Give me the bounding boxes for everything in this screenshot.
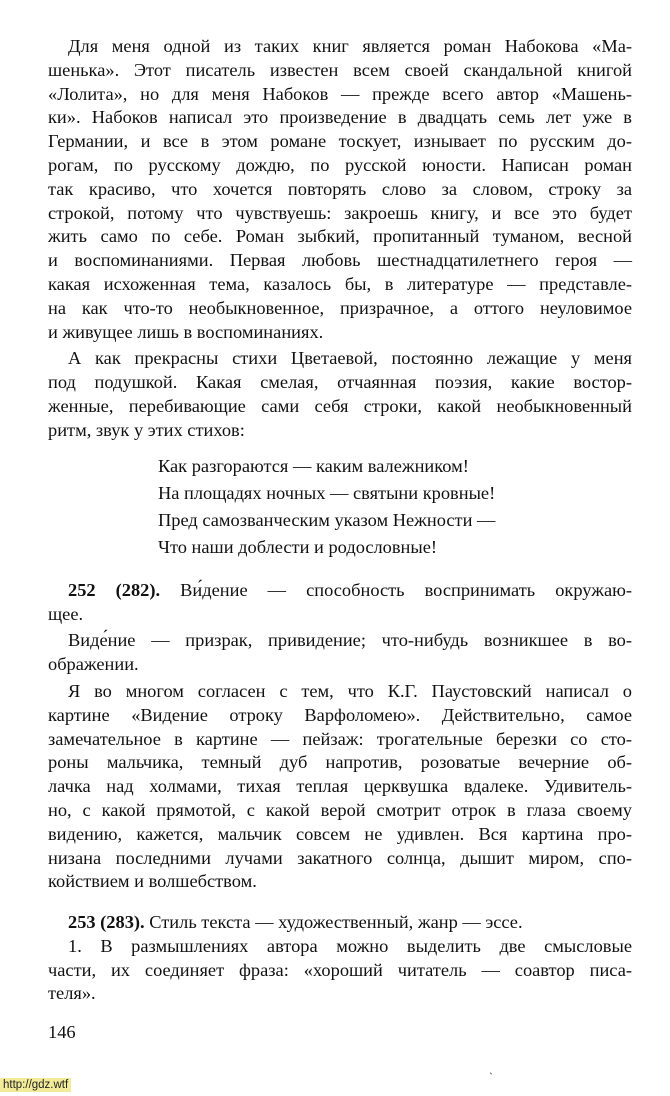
text-line: и живущее лишь в воспоминаниях. bbox=[48, 321, 324, 342]
text-line: рогам, по русскому дождю, по русской юности. Написан роман bbox=[48, 154, 632, 175]
task-number: 253 (283). bbox=[68, 912, 145, 933]
text-line: Для меня одной из таких книг является роман Набокова «Ма- bbox=[68, 36, 632, 56]
task-253-body bbox=[48, 935, 632, 1006]
text-line: на как что-то необыкновенное, призрачное, а оттого неуловимое bbox=[48, 297, 632, 318]
watermark-link[interactable]: http://gdz.wtf bbox=[0, 1078, 71, 1092]
text-line: шенька». Этот писатель известен всем своей скандальной книгой bbox=[48, 59, 632, 80]
poem-line: Как разгораются — каким валежником! bbox=[158, 455, 469, 476]
text-line: ки». Набоков написал это произведение в двадцать семь лет уже в bbox=[48, 107, 632, 128]
text-line: А как прекрасны стихи Цветаевой, постоянно лежащие у меня bbox=[68, 348, 632, 369]
text-line: теля». bbox=[48, 983, 96, 1004]
text-line: Я во многом согласен с тем, что К.Г. Паустовский написал о bbox=[68, 680, 632, 701]
text-line: но, с какой прямотой, с какой верой смотрит отрок в глаза своему bbox=[48, 799, 632, 820]
text-line: женные, перебивающие сами себя строки, какой необыкновенный bbox=[48, 395, 632, 416]
text-line: низана последними лучами закатного солнца, дышит миром, спо- bbox=[48, 847, 632, 868]
text-line: под подушкой. Какая смелая, отчаянная поэзия, какие востор- bbox=[48, 372, 632, 393]
text-line: 1. В размышлениях автора можно выделить две смысловые bbox=[68, 935, 632, 956]
poem-line: Что наши доблести и родословные! bbox=[158, 537, 438, 558]
page-number: 146 bbox=[48, 1022, 76, 1043]
task-253-heading-line bbox=[48, 911, 632, 935]
document-page bbox=[48, 35, 632, 1044]
poem-line: Пред самозванческим указом Нежности — bbox=[158, 510, 496, 531]
paragraph bbox=[48, 347, 632, 442]
text-line: Германии, и все в этом романе тоскует, изнывает по русским до- bbox=[48, 131, 632, 152]
poem-line: На площадях ночных — святыни кровные! bbox=[158, 482, 496, 503]
poem-quote bbox=[48, 453, 632, 562]
task-252-body bbox=[48, 680, 632, 894]
text-line: роны мальчика, темный дуб напротив, розоватые вечерние об- bbox=[48, 752, 632, 773]
definition-text: Виде́ние — призрак, привидение; что-нибудь возникшее в во- bbox=[68, 630, 632, 651]
task-252-heading-line bbox=[48, 579, 632, 603]
task-number: 252 (282). bbox=[68, 579, 161, 600]
text-line: видению, кажется, мальчик совсем не удивлен. Вся картина про- bbox=[48, 823, 632, 844]
text-line: картине «Видение отроку Варфоломею». Действительно, самое bbox=[48, 704, 632, 725]
text-line: койствием и волшебством. bbox=[48, 871, 257, 892]
style-text: Стиль текста — художественный, жанр — эссе. bbox=[149, 912, 523, 933]
text-line: части, их соединяет фраза: «хороший читатель — соавтор писа- bbox=[48, 959, 632, 980]
task-252 bbox=[48, 579, 632, 894]
scan-speck: ˋ bbox=[489, 1070, 493, 1084]
text-line: какая исхоженная тема, казалось бы, в литературе — представле- bbox=[48, 273, 632, 294]
text-line: ритм, звук у этих стихов: bbox=[48, 419, 245, 440]
text-line: замечательное в картине — пейзаж: трогательные березки со сто- bbox=[48, 728, 632, 749]
task-253 bbox=[48, 911, 632, 1006]
definition-text: ображении. bbox=[48, 654, 139, 675]
paragraph bbox=[48, 35, 632, 344]
definition-text: Ви́дение — способность воспринимать окружаю- bbox=[180, 579, 632, 600]
text-line: лачка над холмами, тихая теплая церквушка вдалеке. Удивитель- bbox=[48, 776, 632, 797]
text-line: так красиво, что хочется повторять слово за словом, строку за bbox=[48, 178, 632, 199]
text-line: «Лолита», но для меня Набоков — прежде всего автор «Машень- bbox=[48, 83, 632, 104]
text-line: жить само по себе. Роман зыбкий, пропитанный туманом, весной bbox=[48, 226, 632, 247]
text-line: строкой, потому что чувствуешь: закроешь книгу, и все это будет bbox=[48, 202, 632, 223]
text-line: и воспоминаниями. Первая любовь шестнадцатилетнего героя — bbox=[48, 250, 632, 271]
definition-text: щее. bbox=[48, 603, 84, 624]
intro-paragraphs bbox=[48, 35, 632, 443]
